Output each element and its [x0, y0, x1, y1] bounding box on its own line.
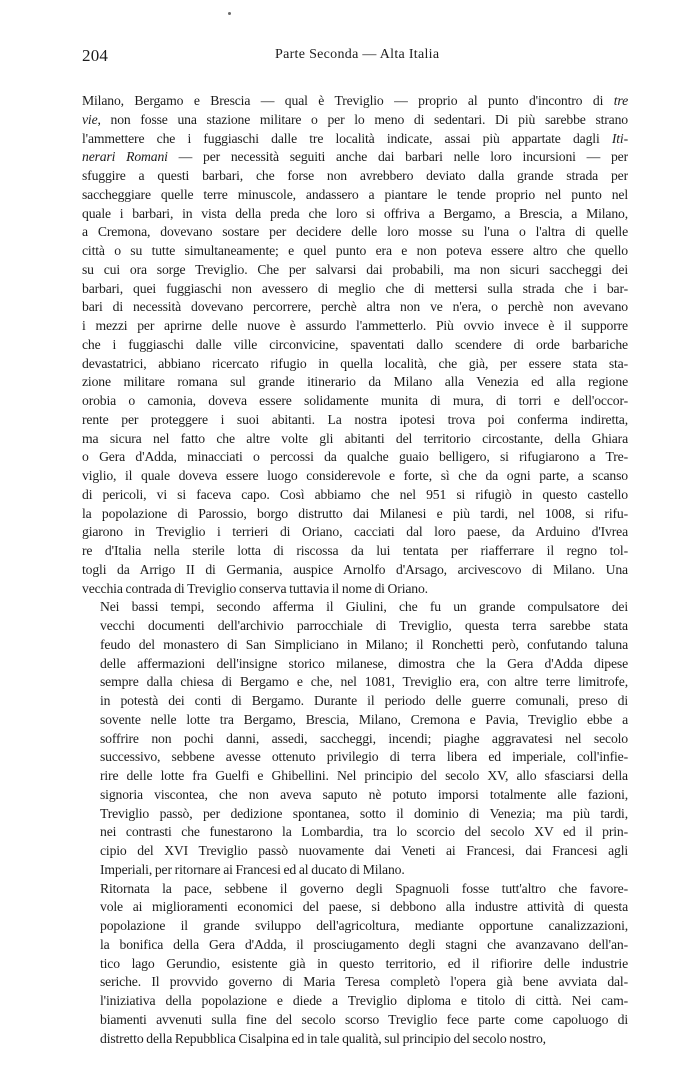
italic-text: Iti-: [611, 130, 628, 146]
text-line: signoria viscontea, che non aveva saputo nè potuto imporsi totalmente alle fazioni,: [100, 786, 628, 802]
running-title: Parte Seconda — Alta Italia: [275, 47, 440, 62]
text-line: città o su tutte simultaneamente; e quel punto era e non poteva essere altro che quello: [82, 243, 628, 258]
text-line: successivo, sebbene avesse ottenuto privilegio di terra libera ed imperiale, coll'infie-: [100, 749, 628, 765]
text-line: l'ammettere che i fuggiaschi dalle tre località indicate, assai più appartate dagli Iti-: [82, 130, 628, 146]
text-line: sempre dalla chiesa di Bergamo e che, nel 1081, Treviglio era, con altre terre limitrofe,: [100, 674, 628, 690]
text-line: la popolazione di Parossio, borgo distrutto dai Milanesi e più tardi, nel 1008, si rifu-: [82, 505, 628, 521]
text-line: a Cremona, dovevano sostare per decidere delle loro mosse su l'una o l'altra di quelle: [82, 224, 628, 240]
paragraph: [82, 598, 628, 879]
text-line: i mezzi per aprirne delle nuove è assurdo l'ammetterlo. Più ovvio invece è il supporre: [82, 318, 628, 333]
text-line: l'iniziativa della popolazione e diede a Treviglio diploma e titolo di città. Nei cam-: [100, 993, 628, 1008]
text-line: vecchi documenti dell'archivio parrocchiale di Treviglio, questa terra sarebbe stata: [100, 618, 628, 633]
text-line: zione militare romana sul grande itinerario da Milano alla Venezia ed alla regione: [82, 374, 628, 390]
text-line: feudo del monastero di San Simpliciano in Milano; il Ronchetti però, confutando taluna: [100, 636, 628, 652]
text-line: Treviglio passò, per dedizione spontanea, sotto il dominio di Venezia; ma più tardi,: [100, 805, 628, 821]
text-line: soffrire non pochi danni, assedi, saccheggi, incendi; piaghe aggravatesi nel secolo: [100, 730, 628, 746]
text-line: seriche. Il provvido governo di Maria Teresa completò l'opera già bene avviata dal-: [100, 974, 628, 990]
text-line: quale i barbari, in vista della preda che loro si offriva a Bergamo, a Brescia, a Milano,: [82, 205, 628, 221]
text-line: ma sicura nel fatto che altre volte gli abitanti del territorio circostante, della Ghiara: [82, 430, 628, 446]
text-line: tico lago Gerundio, esistente già in questo territorio, ed il rifiorire delle industrie: [100, 955, 628, 971]
text-line: vie, non fosse una stazione militare o per lo meno di sedentari. Di più sarebbe strano: [82, 111, 628, 127]
text-line: o Gera d'Adda, minacciati o percossi da qualche guaio belligero, si rifugiarono a Tre-: [82, 449, 628, 465]
page-speck: [228, 12, 231, 15]
text-line: saccheggiare quelle terre minuscole, andassero a piantare le tende proprio nel punto nel: [82, 186, 628, 202]
text-line: orobia o camonia, doveva essere solidamente munita di mura, di torri e dell'occor-: [82, 393, 628, 408]
text-line: su cui ora sorge Treviglio. Che per salvarsi dai probabili, ma non sicuri saccheggi dei: [82, 261, 628, 277]
paragraph: [82, 92, 628, 598]
text-line: nei contrasti che funestarono la Lombardia, tra lo scorcio del secolo XV ed il prin-: [100, 824, 628, 840]
italic-text: nerari Romani: [82, 149, 168, 165]
text-line: sovente nelle lotte tra Bergamo, Brescia, Milano, Cremona e Pavia, Treviglio ebbe a: [100, 711, 628, 727]
text-line: Nei bassi tempi, secondo afferma il Giulini, che fu un grande compulsatore dei: [100, 599, 628, 615]
text-line: nerari Romani — per necessità seguiti anche dai barbari nelle loro incursioni — per: [82, 149, 628, 165]
text-line: barbari, quei fuggiaschi non avessero di meglio che di mettersi sulla strada che i bar-: [82, 280, 628, 296]
text-line: togli da Arrigo II di Germania, auspice Arnolfo d'Arsago, arcivescovo di Milano. Una: [82, 561, 628, 577]
text-line: rire delle lotte fra Guelfi e Ghibellini. Nel principio del secolo XV, allo sfasciarsi della: [100, 768, 628, 783]
text-line: rente per proteggere i suoi abitanti. La nostra ipotesi trova poi conferma indiretta,: [82, 411, 628, 427]
text-line: di pericoli, vi si faceva capo. Così abbiamo che nel 951 si rifugiò in questo castello: [82, 486, 628, 502]
text-line: distretto della Repubblica Cisalpina ed in tale qualità, sul principio del secolo nostro,: [100, 1030, 546, 1046]
text-line: popolazione il grande sviluppo dell'agricoltura, mediante opportune canalizzazioni,: [100, 918, 628, 933]
text-line: devastatrici, abbiano ricercato rifugio in quella località, che già, per essere stata sta-: [82, 355, 628, 371]
text-line: viglio, il quale doveva essere luogo considerevole e forte, sì che da ogni parte, a scanso: [82, 468, 628, 483]
text-line: cipio del XVI Treviglio passò nuovamente dai Veneti ai Francesi, dai Francesi agli: [100, 843, 628, 858]
text-line: la bonifica della Gera d'Adda, il prosciugamento degli stagni che avanzavano dell'an-: [100, 936, 628, 952]
text-line: che i fuggiaschi dalle ville circonvicine, spaventati dallo scendere di orde barbariche: [82, 336, 628, 352]
text-line: vole ai miglioramenti economici del paese, si debbono alla industre attività di questa: [100, 899, 628, 915]
text-line: giarono in Treviglio i terrieri di Oriano, cacciati dal loro paese, da Arduino d'Ivrea: [82, 524, 628, 540]
italic-text: tre: [613, 93, 628, 108]
text-line: delle affermazioni dell'insigne storico milanese, dimostra che la Gera d'Adda dipese: [100, 655, 628, 671]
text-line: re d'Italia nella sterile lotta di riscossa da lui tentata per riafferrare il regno tol-: [82, 543, 628, 558]
paragraph: [82, 880, 628, 1049]
text-line: Ritornata la pace, sebbene il governo degli Spagnuoli fosse tutt'altro che favore-: [100, 880, 628, 896]
body-text: [82, 92, 628, 1052]
running-head: [82, 46, 628, 68]
text-line: sfuggire a questi barbari, che forse non avrebbero deviato dalla grande strada per: [82, 168, 628, 183]
text-line: Milano, Bergamo e Brescia — qual è Treviglio — proprio al punto d'incontro di tre: [82, 93, 628, 108]
page-number: 204: [82, 46, 109, 65]
italic-text: vie: [82, 111, 98, 127]
text-line: biamenti avvenuti sulla fine del secolo scorso Treviglio fece parte come capoluogo di: [100, 1011, 628, 1027]
text-line: bari di necessità dovevano percorrere, perchè altra non ve n'era, o perchè non avevano: [82, 299, 628, 315]
text-line: Imperiali, per ritornare ai Francesi ed al ducato di Milano.: [100, 861, 405, 877]
text-line: vecchia contrada di Treviglio conserva tuttavia il nome di Oriano.: [82, 580, 428, 596]
text-line: in potestà dei conti di Bergamo. Durante il periodo delle guerre comunali, preso di: [100, 693, 628, 708]
